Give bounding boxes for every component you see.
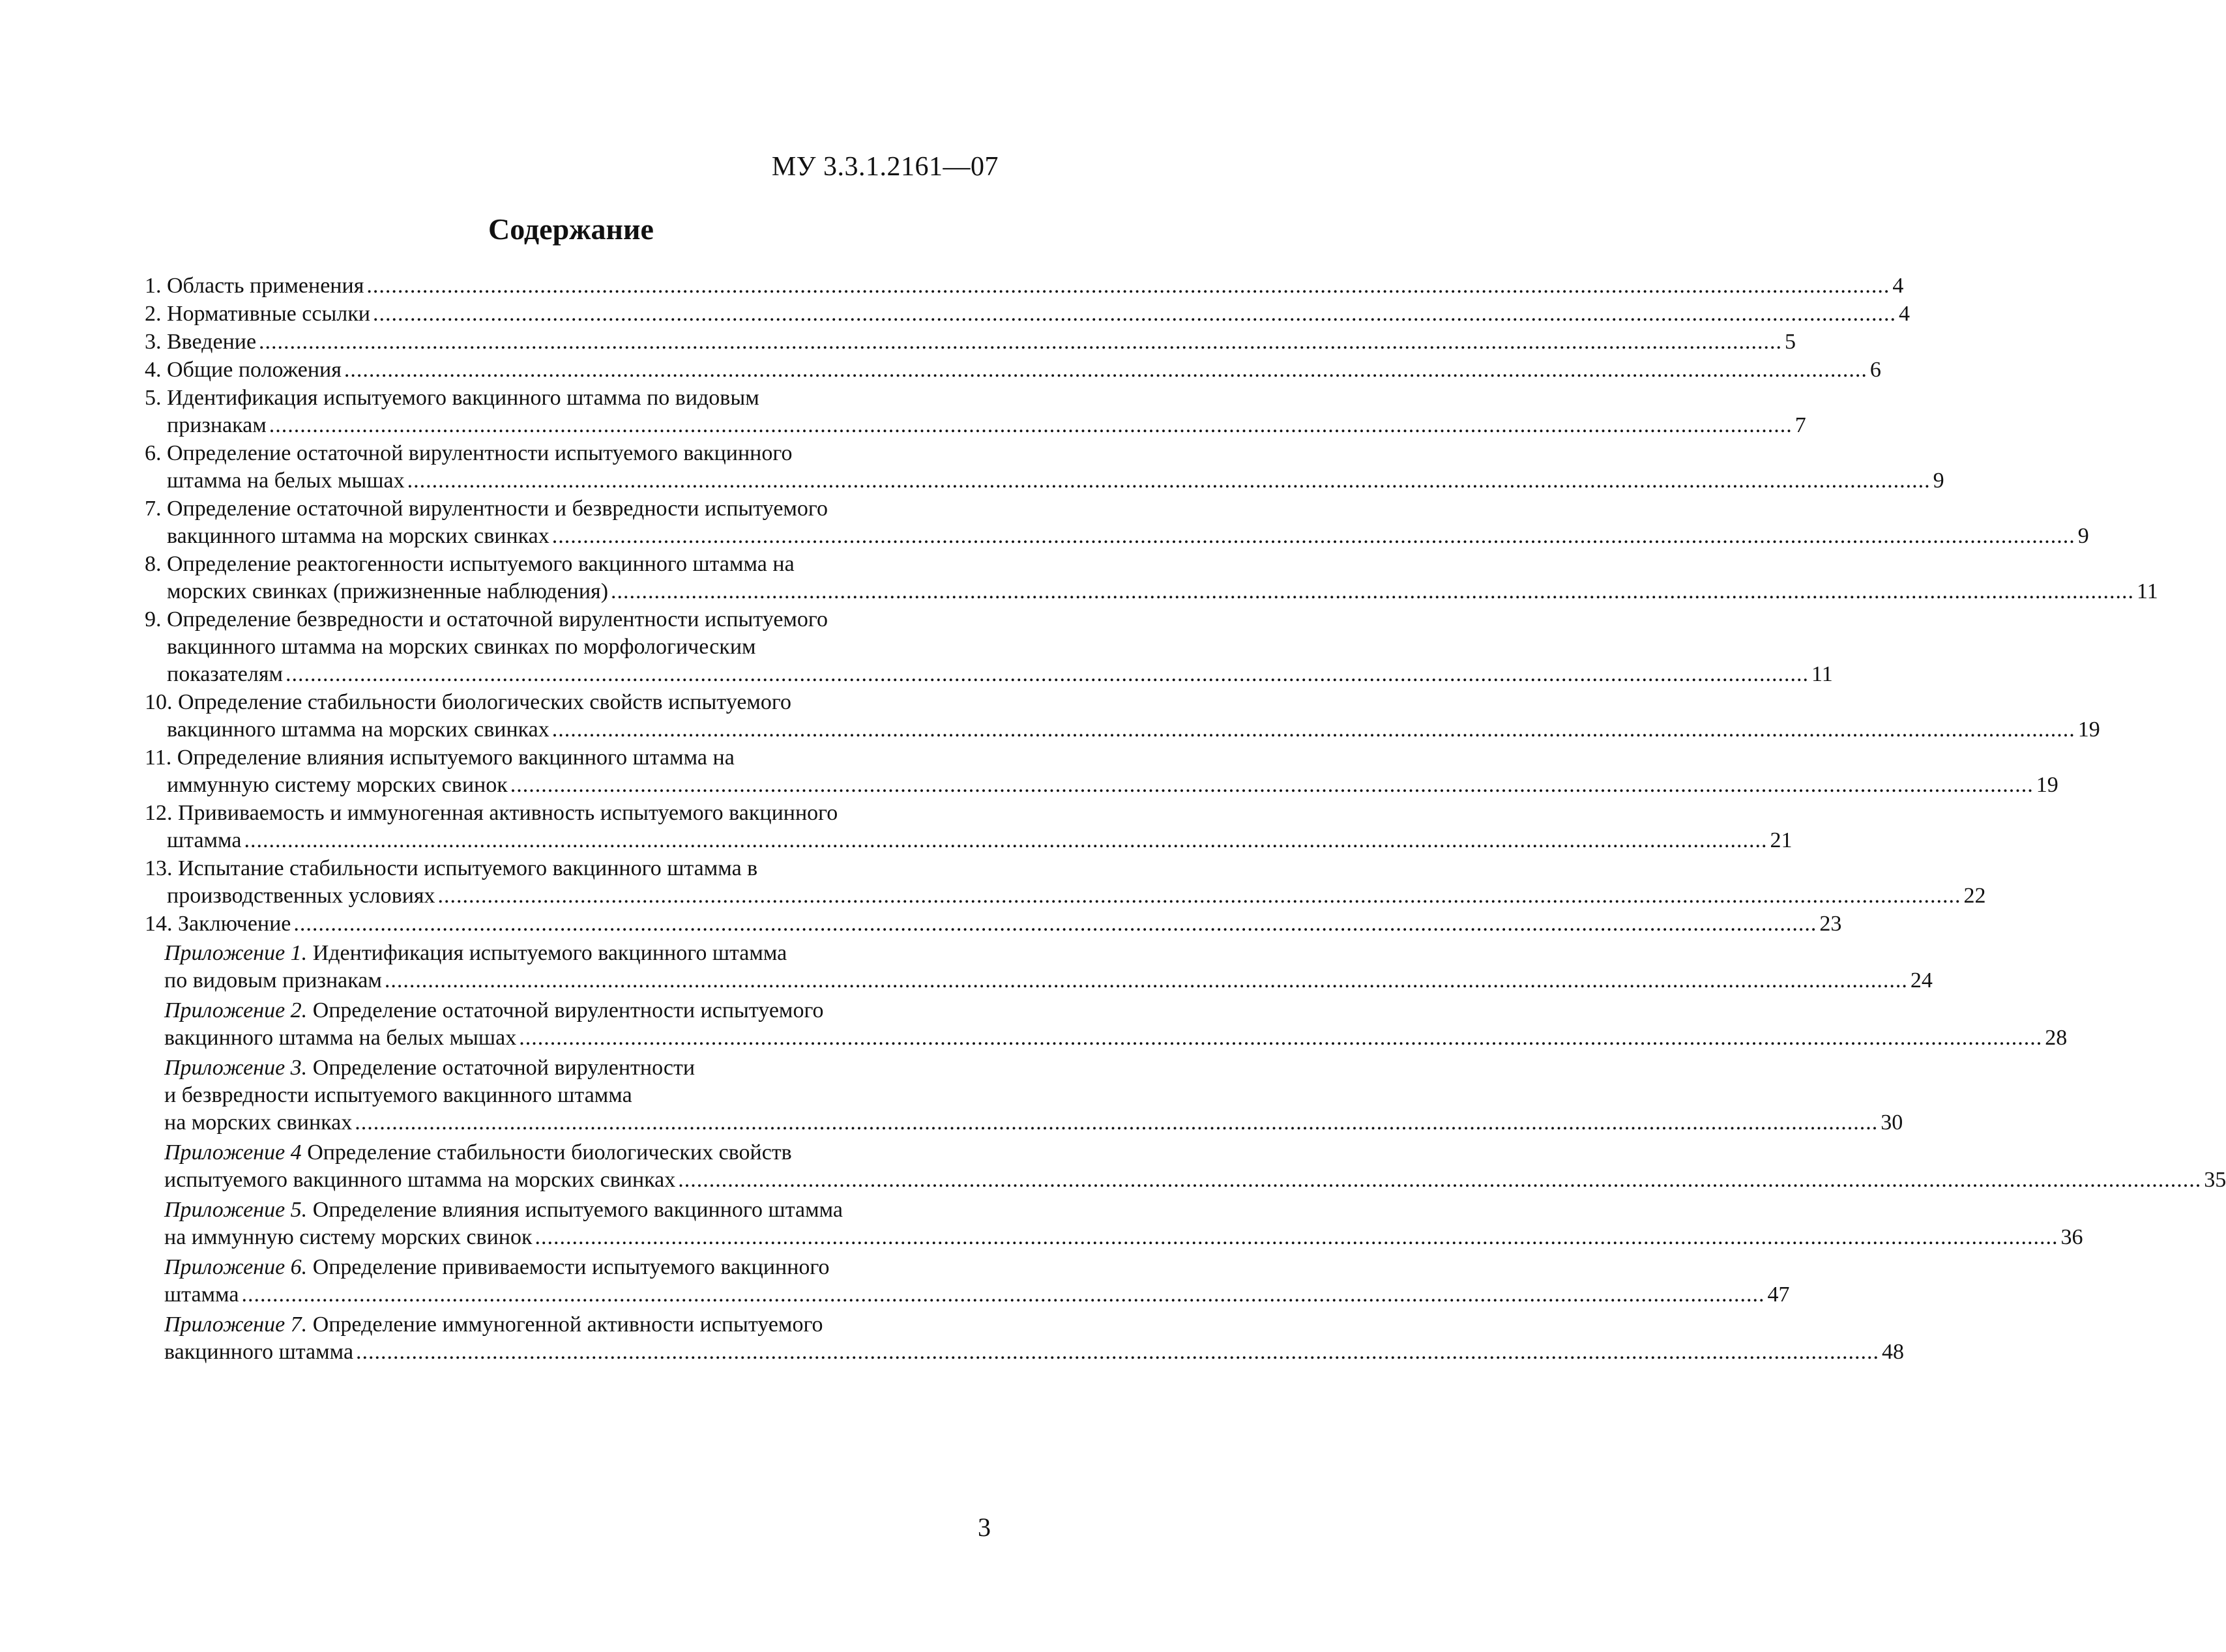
dot-leader bbox=[552, 524, 2075, 548]
appendix-entry[interactable] bbox=[145, 1254, 1790, 1309]
toc-line bbox=[145, 412, 1806, 439]
toc-text: вакцинного штамма на белых мышах bbox=[164, 1026, 517, 1050]
toc-text: 2. Нормативные ссылки bbox=[145, 302, 370, 326]
toc-line bbox=[145, 1281, 1790, 1309]
toc-page-number: 11 bbox=[2137, 579, 2158, 603]
toc-entry-text bbox=[145, 746, 735, 770]
dot-leader bbox=[269, 413, 1793, 437]
toc-line bbox=[145, 467, 1944, 495]
toc-entry[interactable] bbox=[145, 855, 1986, 910]
toc-page-number: 35 bbox=[2204, 1168, 2226, 1192]
toc-line bbox=[145, 716, 2100, 744]
appendix-label: Приложение 5. bbox=[164, 1198, 308, 1222]
appendix-entry[interactable] bbox=[145, 997, 2068, 1052]
dot-leader bbox=[244, 828, 1767, 852]
toc-entry-text bbox=[145, 856, 757, 880]
toc-line bbox=[145, 689, 999, 716]
toc-line bbox=[145, 633, 999, 661]
toc-entry[interactable] bbox=[145, 689, 2100, 744]
toc-text: вакцинного штамма на морских свинках bbox=[167, 524, 549, 548]
toc-line bbox=[145, 744, 999, 772]
toc-line bbox=[145, 578, 2158, 605]
toc-line bbox=[145, 1254, 999, 1281]
dot-leader bbox=[385, 968, 1908, 993]
toc-page-number: 19 bbox=[2036, 773, 2058, 797]
toc-entry-text bbox=[164, 1312, 823, 1337]
dot-leader bbox=[344, 358, 1867, 382]
dot-leader bbox=[356, 1340, 1879, 1364]
toc-entry-text bbox=[164, 941, 787, 965]
toc-entry-text bbox=[167, 662, 283, 686]
toc-entry-text bbox=[145, 690, 791, 714]
appendix-entry[interactable] bbox=[145, 1054, 1903, 1137]
toc-line bbox=[145, 495, 999, 523]
toc-line bbox=[145, 967, 1933, 994]
toc-text: 4. Общие положения bbox=[145, 358, 342, 382]
toc-entry-text bbox=[145, 330, 256, 354]
dot-leader bbox=[438, 884, 1961, 908]
appendix-entry[interactable] bbox=[145, 1311, 1905, 1366]
toc-entry-text bbox=[164, 1340, 353, 1364]
toc-entry-text bbox=[167, 579, 608, 603]
toc-entry[interactable] bbox=[145, 744, 2058, 799]
toc-entry-text bbox=[145, 302, 370, 326]
toc-entry-text bbox=[145, 801, 838, 825]
toc-entry-text bbox=[164, 1110, 352, 1135]
toc-text: морских свинках (прижизненные наблюдения) bbox=[167, 579, 609, 603]
dot-leader bbox=[678, 1168, 2201, 1192]
page-number: 3 bbox=[978, 1513, 991, 1542]
toc-entry-text bbox=[167, 413, 267, 437]
appendix-label: Приложение 2. bbox=[164, 998, 308, 1022]
toc-text: 12. Прививаемость и иммуногенная активность испытуемого вакцинного bbox=[145, 801, 838, 825]
toc-page-number: 36 bbox=[2060, 1225, 2083, 1249]
toc-text: 5. Идентификация испытуемого вакцинного штамма по видовым bbox=[145, 386, 759, 410]
dot-leader bbox=[510, 773, 2034, 797]
toc-entry-text bbox=[164, 1026, 516, 1050]
dot-leader bbox=[407, 469, 1931, 493]
toc-entry-text bbox=[145, 497, 828, 521]
toc-line bbox=[145, 384, 999, 412]
toc-line bbox=[145, 328, 1796, 356]
toc-text: 3. Введение bbox=[145, 330, 257, 354]
toc-entry-text bbox=[145, 358, 342, 382]
toc-line bbox=[145, 855, 999, 882]
toc-entry-text bbox=[164, 1083, 632, 1107]
toc-page-number: 28 bbox=[2045, 1026, 2068, 1050]
toc-line bbox=[145, 910, 1842, 938]
toc-page-number: 19 bbox=[2077, 717, 2100, 742]
appendix-label: Приложение 6. bbox=[164, 1255, 308, 1279]
toc-text: Определение стабильности биологических свойств bbox=[307, 1140, 792, 1165]
dot-leader bbox=[535, 1225, 2058, 1249]
toc-text: Идентификация испытуемого вакцинного штамма bbox=[312, 941, 787, 965]
toc-line bbox=[145, 300, 1910, 328]
toc-line bbox=[145, 1139, 999, 1167]
toc-page-number: 30 bbox=[1881, 1110, 1903, 1135]
toc-entry-text bbox=[145, 552, 795, 576]
table-of-contents bbox=[145, 272, 2226, 1369]
toc-entry-text bbox=[164, 1225, 533, 1249]
toc-page-number: 4 bbox=[1898, 302, 1910, 326]
toc-line bbox=[145, 356, 1881, 384]
toc-text: иммунную систему морских свинок bbox=[167, 773, 508, 797]
toc-entry[interactable] bbox=[145, 384, 1806, 439]
toc-text: производственных условиях bbox=[167, 884, 435, 908]
toc-entry[interactable] bbox=[145, 440, 1944, 495]
toc-text: 1. Область применения bbox=[145, 274, 364, 298]
dot-leader bbox=[241, 1282, 1765, 1307]
toc-text: показателям bbox=[167, 662, 284, 686]
toc-entry-text bbox=[164, 1168, 675, 1192]
dot-leader bbox=[293, 912, 1817, 936]
toc-page-number: 21 bbox=[1770, 828, 1793, 852]
toc-page-number: 9 bbox=[2077, 524, 2089, 548]
toc-line bbox=[145, 272, 1904, 300]
toc-entry-text bbox=[167, 524, 549, 548]
toc-title: Содержание bbox=[488, 212, 654, 246]
toc-page-number: 4 bbox=[1892, 274, 1904, 298]
toc-entry-text bbox=[167, 469, 405, 493]
toc-line bbox=[145, 940, 999, 967]
toc-text: признакам bbox=[167, 413, 267, 437]
toc-line bbox=[145, 523, 2089, 550]
toc-line bbox=[145, 827, 1793, 854]
toc-entry-text bbox=[145, 274, 364, 298]
toc-text: 9. Определение безвредности и остаточной вирулентности испытуемого bbox=[145, 607, 828, 631]
toc-line bbox=[145, 882, 1986, 910]
toc-entry-text bbox=[167, 773, 508, 797]
toc-entry-text bbox=[164, 998, 824, 1022]
toc-entry[interactable] bbox=[145, 800, 1793, 854]
toc-line bbox=[145, 1339, 1905, 1366]
toc-entry-text bbox=[145, 912, 291, 936]
toc-text: вакцинного штамма bbox=[164, 1340, 354, 1364]
toc-line bbox=[145, 1311, 999, 1339]
toc-text: Определение прививаемости испытуемого вакцинного bbox=[312, 1255, 830, 1279]
toc-page-number: 47 bbox=[1767, 1282, 1790, 1307]
toc-text: 10. Определение стабильности биологических свойств испытуемого bbox=[145, 690, 792, 714]
toc-text: Определение иммуногенной активности испытуемого bbox=[312, 1312, 823, 1337]
toc-entry-text bbox=[164, 1255, 830, 1279]
toc-text: 11. Определение влияния испытуемого вакцинного штамма на bbox=[145, 746, 735, 770]
toc-text: штамма на белых мышах bbox=[167, 469, 405, 493]
toc-entry-text bbox=[145, 607, 828, 631]
dot-leader bbox=[355, 1110, 1878, 1135]
toc-entry[interactable] bbox=[145, 606, 1833, 688]
toc-text: на морских свинках bbox=[164, 1110, 353, 1135]
toc-page-number: 9 bbox=[1933, 469, 1944, 493]
toc-entry-text bbox=[164, 1056, 695, 1080]
document-code: МУ 3.3.1.2161—07 bbox=[771, 152, 999, 182]
toc-line bbox=[145, 1224, 2083, 1251]
toc-text: Определение остаточной вирулентности испытуемого bbox=[312, 998, 824, 1022]
toc-page-number: 22 bbox=[1963, 884, 1986, 908]
toc-text: на иммунную систему морских свинок bbox=[164, 1225, 533, 1249]
toc-text: штамма bbox=[164, 1282, 239, 1307]
toc-line bbox=[145, 1024, 2068, 1052]
toc-page-number: 24 bbox=[1910, 968, 1933, 993]
toc-entry-text bbox=[164, 1198, 843, 1222]
toc-text: вакцинного штамма на морских свинках по морфологическим bbox=[167, 635, 756, 659]
toc-line bbox=[145, 551, 999, 578]
toc-entry[interactable] bbox=[145, 328, 1796, 356]
toc-line bbox=[145, 1054, 999, 1082]
toc-entry-text bbox=[164, 1282, 239, 1307]
toc-entry[interactable] bbox=[145, 356, 1881, 384]
appendix-entry[interactable] bbox=[145, 940, 1933, 994]
toc-page-number: 6 bbox=[1869, 358, 1881, 382]
toc-entry-text bbox=[145, 386, 759, 410]
toc-text: 13. Испытание стабильности испытуемого вакцинного штамма в bbox=[145, 856, 758, 880]
toc-page-number: 11 bbox=[1811, 662, 1833, 686]
toc-page-number: 23 bbox=[1819, 912, 1842, 936]
toc-line bbox=[145, 661, 1833, 688]
toc-text: вакцинного штамма на морских свинках bbox=[167, 717, 549, 742]
toc-text: 7. Определение остаточной вирулентности и безвредности испытуемого bbox=[145, 497, 828, 521]
toc-entry[interactable] bbox=[145, 910, 1842, 938]
toc-line bbox=[145, 606, 999, 633]
toc-line bbox=[145, 440, 999, 467]
toc-text: испытуемого вакцинного штамма на морских свинках bbox=[164, 1168, 676, 1192]
toc-entry-text bbox=[167, 884, 435, 908]
toc-entry-text bbox=[167, 717, 549, 742]
appendix-label: Приложение 1. bbox=[164, 941, 308, 965]
toc-entry[interactable] bbox=[145, 551, 2158, 605]
dot-leader bbox=[519, 1026, 2042, 1050]
dot-leader bbox=[552, 717, 2075, 742]
toc-page-number: 48 bbox=[1882, 1340, 1905, 1364]
toc-text: 8. Определение реактогенности испытуемого вакцинного штамма на bbox=[145, 552, 795, 576]
toc-text: Определение остаточной вирулентности bbox=[312, 1056, 696, 1080]
toc-entry-text bbox=[145, 441, 792, 465]
toc-line bbox=[145, 1082, 999, 1109]
toc-entry[interactable] bbox=[145, 495, 2089, 550]
toc-text: штамма bbox=[167, 828, 242, 852]
toc-line bbox=[145, 1109, 1903, 1137]
toc-page-number: 5 bbox=[1785, 330, 1796, 354]
toc-text: 14. Заключение bbox=[145, 912, 291, 936]
dot-leader bbox=[259, 330, 1782, 354]
dot-leader bbox=[373, 302, 1896, 326]
toc-line bbox=[145, 800, 999, 827]
toc-entry-text bbox=[164, 1140, 792, 1165]
toc-entry[interactable] bbox=[145, 300, 1910, 328]
toc-entry-text bbox=[167, 828, 241, 852]
toc-line bbox=[145, 1196, 999, 1224]
toc-entry-text bbox=[164, 968, 382, 993]
toc-text: по видовым признакам bbox=[164, 968, 382, 993]
appendix-label: Приложение 7. bbox=[164, 1312, 308, 1337]
toc-text: Определение влияния испытуемого вакцинного штамма bbox=[312, 1198, 843, 1222]
toc-entry-text bbox=[167, 635, 756, 659]
appendix-label: Приложение 3. bbox=[164, 1056, 308, 1080]
toc-line bbox=[145, 772, 2058, 799]
toc-text: 6. Определение остаточной вирулентности испытуемого вакцинного bbox=[145, 441, 793, 465]
appendix-entry[interactable] bbox=[145, 1196, 2083, 1251]
toc-entry[interactable] bbox=[145, 272, 1904, 300]
toc-line bbox=[145, 1167, 2226, 1194]
toc-line bbox=[145, 997, 999, 1024]
toc-page-number: 7 bbox=[1794, 413, 1806, 437]
toc-text: и безвредности испытуемого вакцинного штамма bbox=[164, 1083, 632, 1107]
dot-leader bbox=[286, 662, 1809, 686]
appendix-label: Приложение 4 bbox=[164, 1140, 302, 1165]
appendix-entry[interactable] bbox=[145, 1139, 2226, 1194]
dot-leader bbox=[611, 579, 2134, 603]
dot-leader bbox=[366, 274, 1890, 298]
